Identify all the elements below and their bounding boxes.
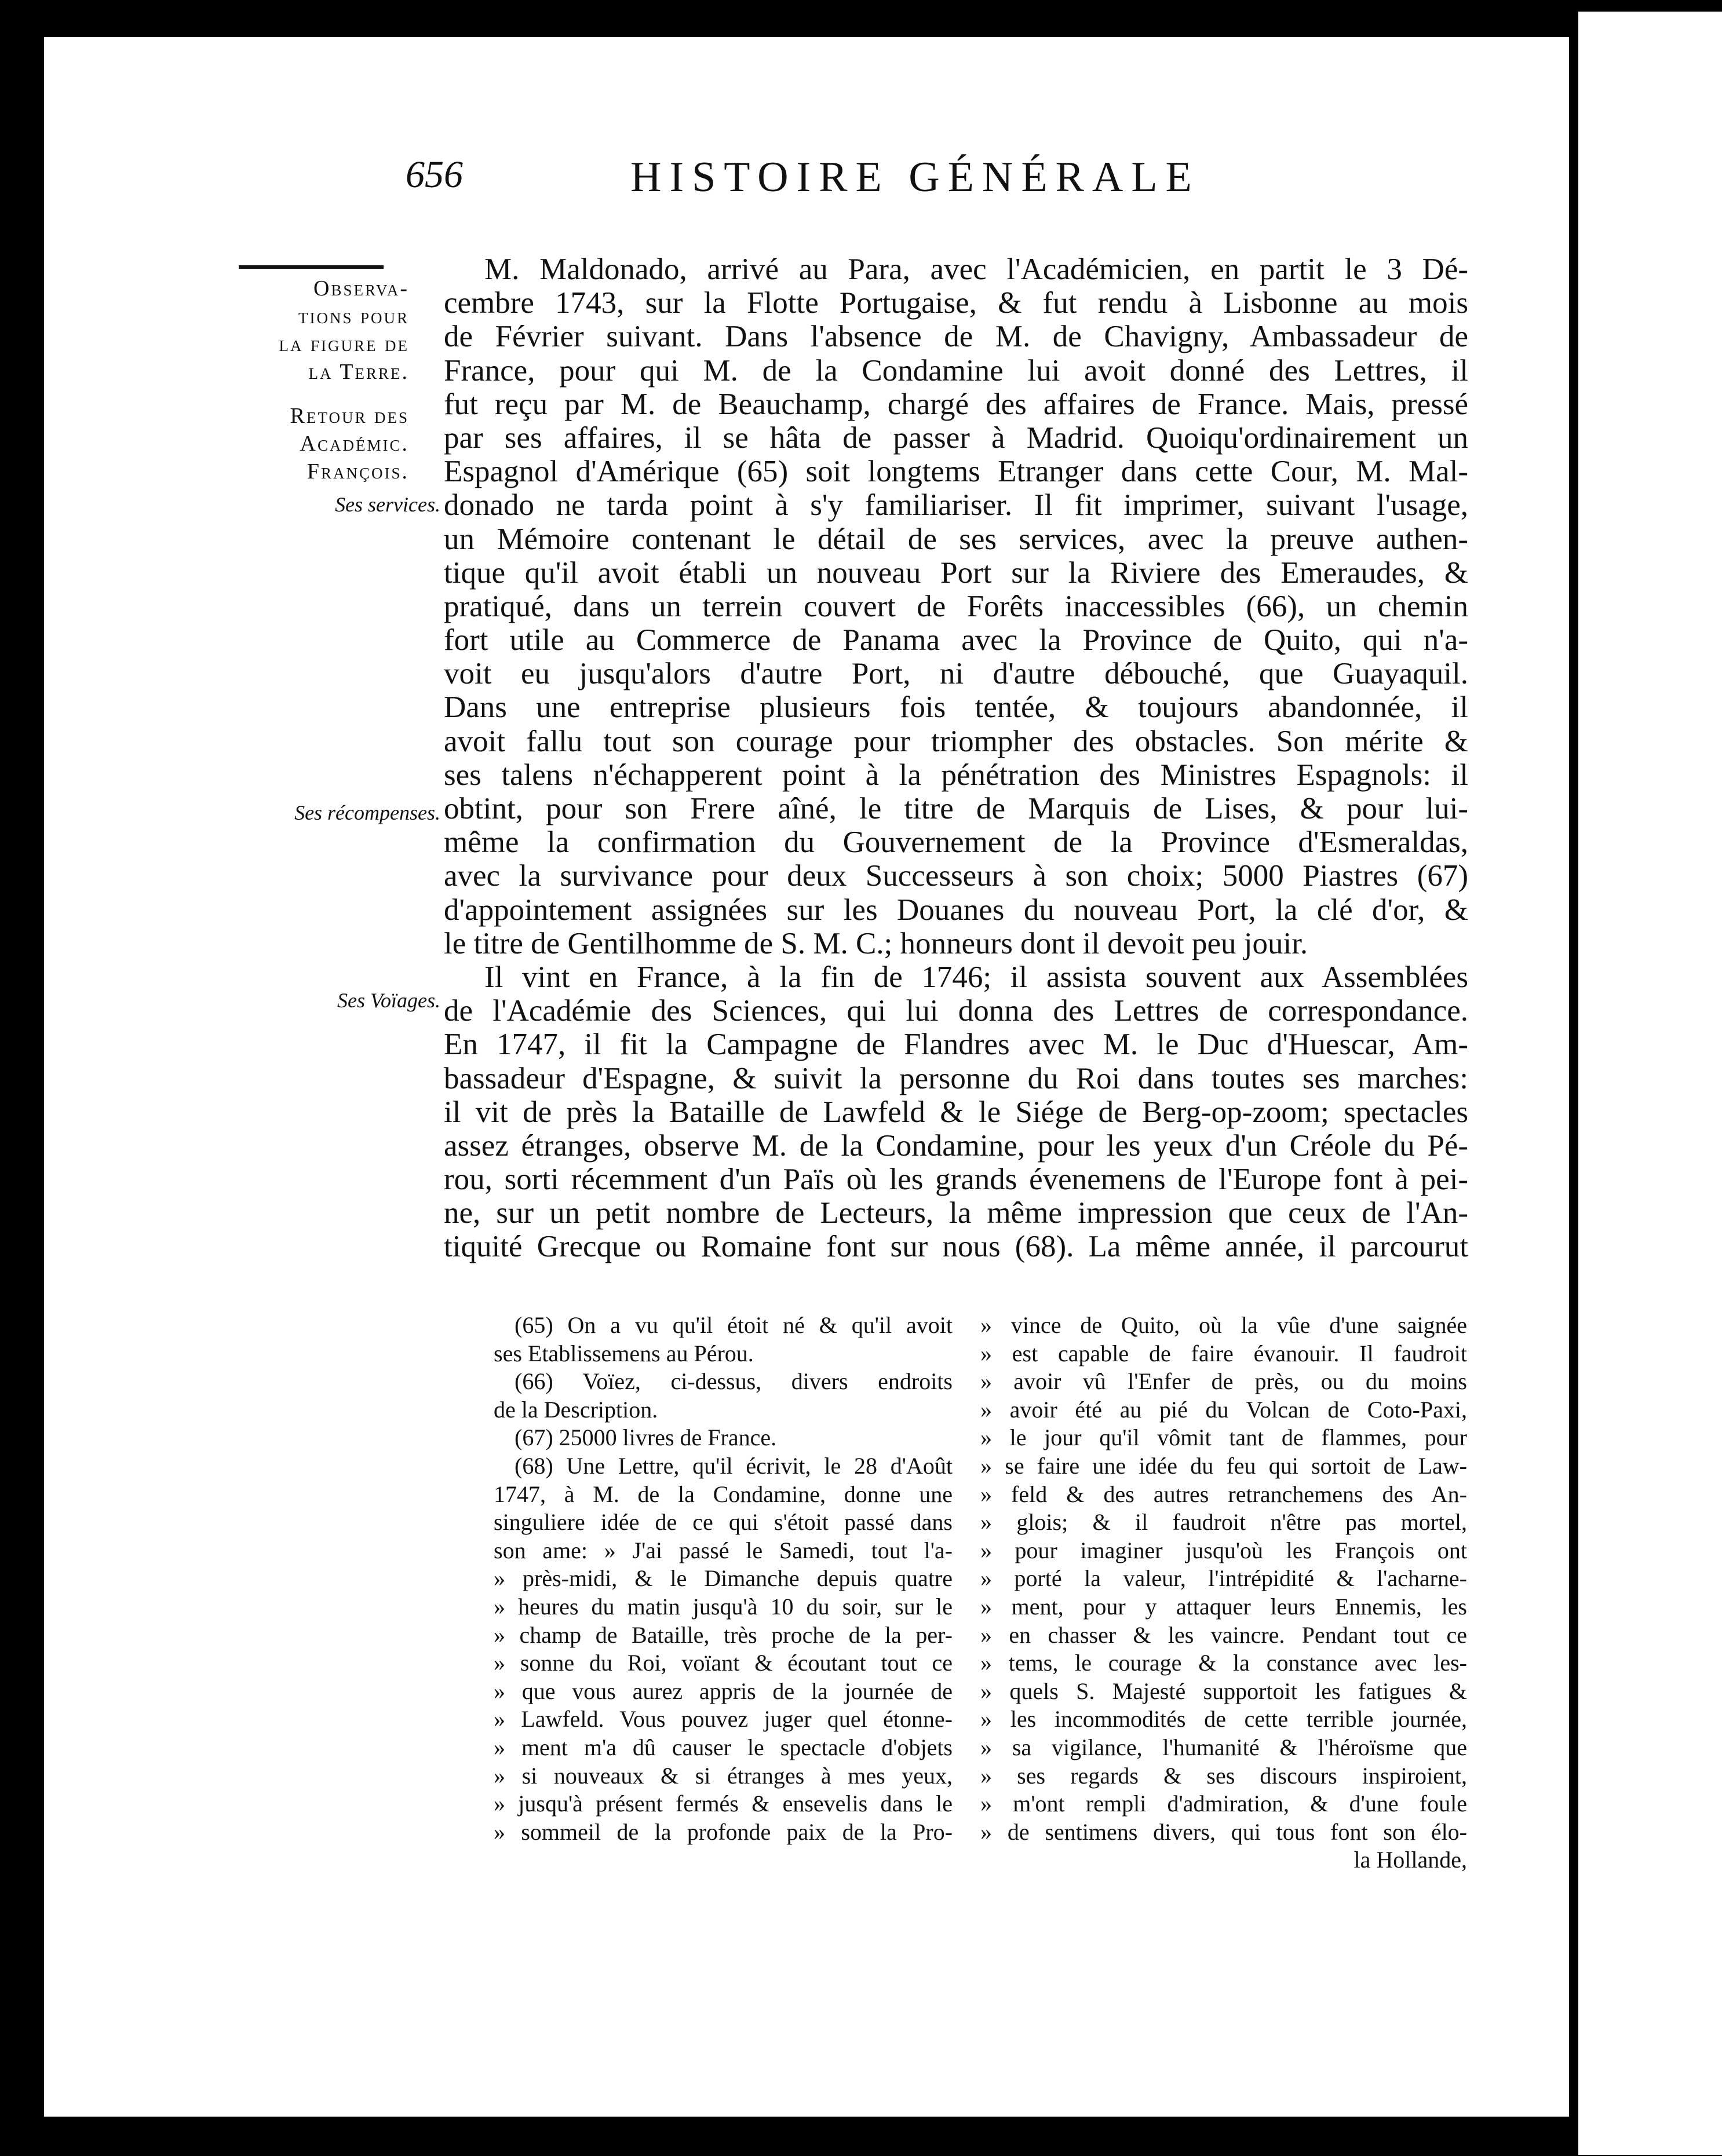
margin-note-rewards: Ses récompenses. xyxy=(294,801,440,824)
footnote-line: » avoir été au pié du Volcan de Coto-Paxi, xyxy=(980,1396,1467,1423)
margin-note-line: la figure de xyxy=(279,332,409,356)
text-line: M. Maldonado, arrivé au Para, avec l'Académicien, en partit le 3 Dé- xyxy=(484,253,1468,286)
footnote-line: » feld & des autres retranchemens des An- xyxy=(980,1481,1467,1507)
text-line: fut reçu par M. de Beauchamp, chargé des affaires de France. Mais, pressé xyxy=(444,387,1468,421)
footnote-line: » sa vigilance, l'humanité & l'héroïsme que xyxy=(980,1734,1467,1760)
text-line: Dans une entreprise plusieurs fois tentée, & toujours abandonnée, il xyxy=(444,690,1468,725)
footnote-line: » sommeil de la profonde paix de la Pro- xyxy=(494,1818,953,1845)
footnote-line: » jusqu'à présent fermés & ensevelis dans le xyxy=(494,1790,953,1817)
footnote-line: » est capable de faire évanouir. Il faudroit xyxy=(980,1340,1467,1366)
margin-rule xyxy=(239,265,384,269)
margin-note-line: tions pour xyxy=(298,304,409,328)
text-line: ses talens n'échapperent point à la pénétration des Ministres Espagnols: il xyxy=(444,758,1468,792)
text-line: ne, sur un petit nombre de Lecteurs, la même impression que ceux de l'An- xyxy=(444,1196,1468,1230)
footnote-line: ses Etablissemens au Pérou. xyxy=(494,1340,754,1366)
footnote-line: » en chasser & les vaincre. Pendant tout ce xyxy=(980,1621,1467,1648)
footnote-line: » si nouveaux & si étranges à mes yeux, xyxy=(494,1762,953,1789)
running-title: HISTOIRE GÉNÉRALE xyxy=(630,154,1200,201)
footnote-line: singuliere idée de ce qui s'étoit passé dans xyxy=(494,1509,953,1536)
footnote-line: » se faire une idée du feu qui sortoit de Law- xyxy=(980,1452,1467,1479)
footnote-line: » avoir vû l'Enfer de près, ou du moins xyxy=(980,1368,1467,1395)
text-line: voit eu jusqu'alors d'autre Port, ni d'autre débouché, que Guayaquil. xyxy=(444,657,1468,691)
footnote-line: » de sentimens divers, qui tous font son élo- xyxy=(980,1818,1467,1845)
text-line: le titre de Gentilhomme de S. M. C.; honneurs dont il devoit peu jouir. xyxy=(444,926,1308,960)
text-line: il vit de près la Bataille de Lawfeld & le Siége de Berg-op-zoom; spectacles xyxy=(444,1095,1468,1129)
footnote-line: (68) Une Lettre, qu'il écrivit, le 28 d'Août xyxy=(515,1452,953,1479)
catchword: la Hollande, xyxy=(1353,1847,1467,1873)
text-line: tique qu'il avoit établi un nouveau Port sur la Riviere des Emeraudes, & xyxy=(444,556,1468,590)
footnote-line: » sonne du Roi, voïant & écoutant tout ce xyxy=(494,1650,953,1676)
footnote-line: » heures du matin jusqu'à 10 du soir, sur le xyxy=(494,1593,953,1620)
footnote-line: » les incommodités de cette terrible journée, xyxy=(980,1706,1467,1733)
text-line: pratiqué, dans un terrein couvert de Forêts inaccessibles (66), un chemin xyxy=(444,589,1468,623)
footnotes-right-column xyxy=(980,1311,1467,1874)
footnote-line: » vince de Quito, où la vûe d'une saignée xyxy=(980,1312,1467,1338)
text-line: Il vint en France, à la fin de 1746; il assista souvent aux Assemblées xyxy=(484,960,1468,994)
text-line: d'appointement assignées sur les Douanes du nouveau Port, la clé d'or, & xyxy=(444,893,1468,927)
text-line: fort utile au Commerce de Panama avec la Province de Quito, qui n'a- xyxy=(444,623,1468,657)
text-line: même la confirmation du Gouvernement de la Province d'Esmeraldas, xyxy=(444,825,1468,860)
margin-note-observations xyxy=(218,275,409,386)
footnote-line: son ame: » J'ai passé le Samedi, tout l'a- xyxy=(494,1537,953,1563)
footnote-line: » tems, le courage & la constance avec les- xyxy=(980,1650,1467,1676)
text-line: En 1747, il fit la Campagne de Flandres avec M. le Duc d'Huescar, Am- xyxy=(444,1028,1468,1062)
text-line: par ses affaires, il se hâta de passer à Madrid. Quoiqu'ordinairement un xyxy=(444,421,1468,455)
footnote-line: » ses regards & ses discours inspiroient, xyxy=(980,1762,1467,1789)
footnote-line: » le jour qu'il vômit tant de flammes, pour xyxy=(980,1424,1467,1451)
text-line: assez étranges, observe M. de la Condamine, pour les yeux d'un Créole du Pé- xyxy=(444,1128,1468,1163)
footnote-line: » porté la valeur, l'intrépidité & l'acharne- xyxy=(980,1565,1467,1592)
footnote-line: » ment, pour y attaquer leurs Ennemis, les xyxy=(980,1593,1467,1620)
page-number: 656 xyxy=(406,154,463,196)
footnote-line: (67) 25000 livres de France. xyxy=(515,1424,777,1451)
text-line: rou, sorti récemment d'un Païs où les grands évenemens de l'Europe font à pei- xyxy=(444,1163,1468,1197)
footnote-line: » Lawfeld. Vous pouvez juger quel étonne- xyxy=(494,1706,953,1733)
book-page xyxy=(44,37,1569,2117)
text-line: un Mémoire contenant le détail de ses services, avec la preuve authen- xyxy=(444,522,1468,556)
footnote-line: 1747, à M. de la Condamine, donne une xyxy=(494,1481,953,1507)
text-line: France, pour qui M. de la Condamine lui avoit donné des Lettres, il xyxy=(444,353,1468,388)
margin-note-line: la Terre. xyxy=(308,360,409,384)
text-line: Espagnol d'Amérique (65) soit longtems Etranger dans cette Cour, M. Mal- xyxy=(444,455,1468,489)
footnote-line: » ment m'a dû causer le spectacle d'objets xyxy=(494,1734,953,1760)
facing-page-edge xyxy=(1578,12,1722,2155)
footnote-line: » glois; & il faudroit n'être pas mortel, xyxy=(980,1509,1467,1536)
text-line: avoit fallu tout son courage pour triompher des obstacles. Son mérite & xyxy=(444,724,1468,758)
footnote-line: » près-midi, & le Dimanche depuis quatre xyxy=(494,1565,953,1592)
footnote-line: (66) Voïez, ci-dessus, divers endroits xyxy=(515,1368,953,1395)
margin-note-line: François. xyxy=(307,459,409,484)
footnotes-left-column xyxy=(494,1311,953,1846)
page-gutter xyxy=(1569,0,1578,2156)
footnote-line: » champ de Bataille, très proche de la per- xyxy=(494,1621,953,1648)
margin-note-voyages: Ses Voïages. xyxy=(337,989,440,1012)
footnote-line: » que vous aurez appris de la journée de xyxy=(494,1678,953,1704)
footnote-line: » quels S. Majesté supportoit les fatigues & xyxy=(980,1678,1467,1704)
footnote-line: (65) On a vu qu'il étoit né & qu'il avoit xyxy=(515,1312,953,1338)
margin-note-line: Académic. xyxy=(300,432,409,456)
text-line: tiquité Grecque ou Romaine font sur nous (68). La même année, il parcourut xyxy=(444,1230,1468,1264)
text-line: donado ne tarda point à s'y familiariser. Il fit imprimer, suivant l'usage, xyxy=(444,488,1468,522)
margin-note-services: Ses services. xyxy=(335,493,440,516)
footnote-line: » pour imaginer jusqu'où les François ont xyxy=(980,1537,1467,1563)
margin-note-line: Observa- xyxy=(313,276,409,301)
text-line: de Février suivant. Dans l'absence de M. de Chavigny, Ambassadeur de xyxy=(444,320,1468,354)
page-header xyxy=(406,153,1275,222)
text-line: bassadeur d'Espagne, & suivit la personne du Roi dans toutes ses marches: xyxy=(444,1061,1468,1095)
main-text xyxy=(444,253,1468,1264)
text-line: de l'Académie des Sciences, qui lui donna des Lettres de correspondance. xyxy=(444,994,1468,1028)
margin-note-line: Retour des xyxy=(290,404,409,428)
text-line: obtint, pour son Frere aîné, le titre de Marquis de Lises, & pour lui- xyxy=(444,792,1468,825)
footnote-line: de la Description. xyxy=(494,1396,658,1423)
margin-note-return xyxy=(218,402,409,485)
footnote-line: » m'ont rempli d'admiration, & d'une foule xyxy=(980,1790,1467,1817)
text-line: avec la survivance pour deux Successeurs à son choix; 5000 Piastres (67) xyxy=(444,859,1468,893)
text-line: cembre 1743, sur la Flotte Portugaise, & fut rendu à Lisbonne au mois xyxy=(444,286,1468,320)
